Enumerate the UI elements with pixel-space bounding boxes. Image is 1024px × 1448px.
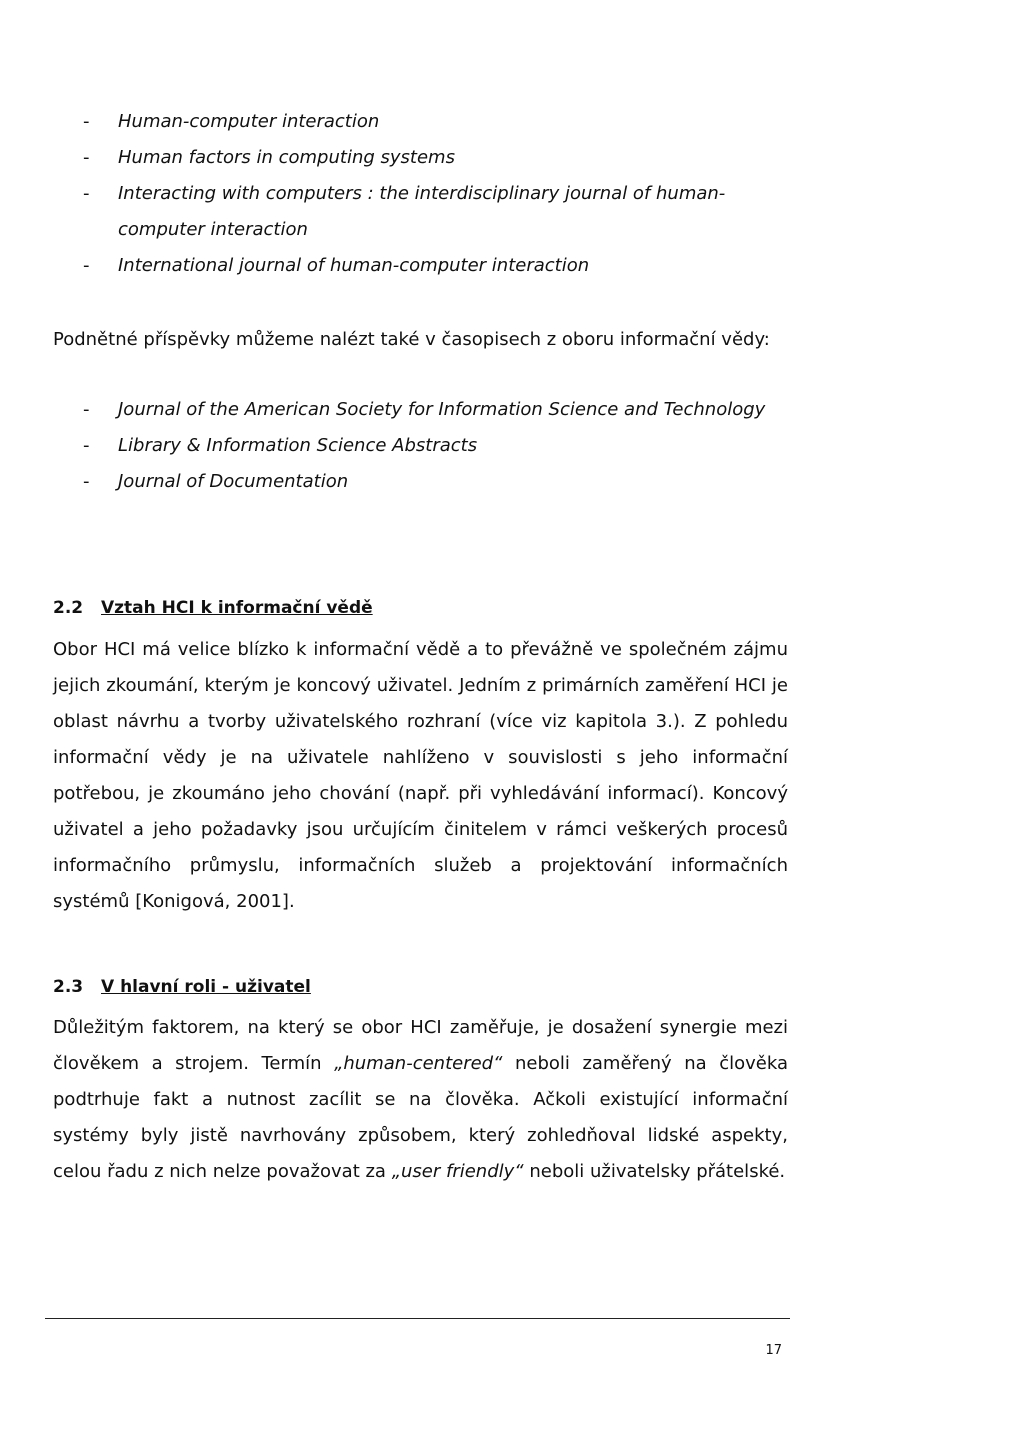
journal-title: Library & Information Science Abstracts [118,435,478,456]
section-title: V hlavní roli - uživatel [101,977,311,997]
list-item: - Human factors in computing systems [83,147,455,168]
section-heading [53,975,311,999]
info-science-intro: Podnětné příspěvky můžeme nalézt také v časopisech z oboru informační vědy: [53,329,770,350]
journal-title: Interacting with computers : the interdisciplinary journal of human-computer interaction [118,183,726,240]
page-number: 17 [765,1343,782,1358]
info-science-journal-list [83,392,793,500]
list-item: - Interacting with computers : the interdisciplinary journal of human-computer interaction [83,183,726,240]
list-item: - Journal of Documentation [83,464,793,500]
journal-title: Journal of the American Society for Information Science and Technology [118,399,766,420]
journal-title: Human factors in computing systems [118,147,455,168]
list-item: - Library & Information Science Abstracts [83,428,793,464]
section-number: 2.2 [53,598,84,618]
hci-journal-list [83,104,793,284]
section-number: 2.3 [53,977,84,997]
list-item: - Journal of the American Society for Information Science and Technology [83,392,793,428]
journal-title: International journal of human-computer interaction [118,255,590,276]
list-item: - International journal of human-computer interaction [83,255,590,276]
section-title: Vztah HCI k informační vědě [101,598,373,618]
term-human-centered: „human-centered“ [334,1053,503,1074]
list-item: - Human-computer interaction [83,111,380,132]
section-body: Obor HCI má velice blízko k informační vědě a to převážně ve společném zájmu jejich zkoumání, kterým je koncový uživatel. Jedním z primárních zaměření HCI je oblast návrhu a tvorby uživatelského rozhraní (více viz kapitola 3.). Z pohledu informační vědy je na uživatele nahlíženo v souvislosti s jeho informační potřebou, je zkoumáno jeho chování (např. při vyhledávání informací). Koncový uživatel a jeho požadavky jsou určujícím činitelem v rámci veškerých procesů informačního průmyslu, informačních služeb a projektování informačních systémů [Konigová, 2001]. [53,639,788,912]
section-heading [53,596,373,620]
journal-title: Human-computer interaction [118,111,380,132]
term-user-friendly: „user friendly“ [391,1161,524,1182]
journal-title: Journal of Documentation [118,471,349,492]
section-body: Důležitým faktorem, na který se obor HCI zaměřuje, je dosažení synergie mezi člověkem a strojem. Termín „human-centered“ neboli zaměřený na člověka podtrhuje fakt a nutnost zacílit se na člověka. Ačkoli existující informační systémy byly jistě navrhovány způsobem, který zohledňoval lidské aspekty, celou řadu z nich nelze považovat za „user friendly“ neboli uživatelsky přátelské. [53,1017,788,1182]
footnote-divider [45,1318,790,1319]
